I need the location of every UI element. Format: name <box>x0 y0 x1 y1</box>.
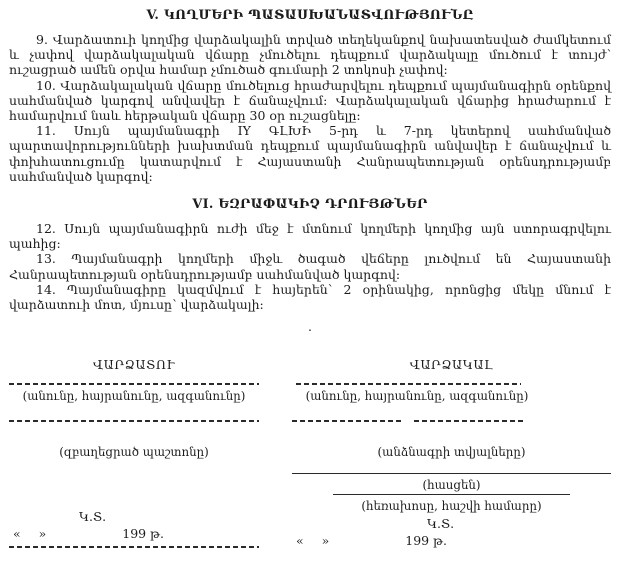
lessor-date-quotes: « » <box>13 526 47 542</box>
clause-13: 13. Պայմանագրի կողմերի միջև ծագած վեճերը լուծվում են Հայաստանի Հանրապետության օրենսդրությամբ սահմանված կարգով: <box>9 251 611 282</box>
lessee-passport-line-1 <box>292 420 404 422</box>
lessee-date-year: 199 թ. <box>405 533 447 549</box>
lessee-name-line <box>296 383 521 385</box>
lessor-bottom-line <box>9 546 259 548</box>
lessee-seal-mark: Կ.Տ. <box>427 516 455 532</box>
clause-14: 14. Պայմանագիրը կազմվում է հայերեն՝ 2 օրինակից, որոնցից մեկը մնում է վարձատուի մոտ, մյուսը՝ վարձակալի: <box>9 281 611 313</box>
lessee-address-line <box>292 473 611 474</box>
lessee-name-caption: (անունը, հայրանունը, ազգանունը) <box>305 389 529 404</box>
section-vi-heading: VI. ԵԶՐԱՓԱԿԻՉ ԴՐՈՒՅԹՆԵՐ <box>192 197 428 213</box>
lessor-date-row <box>9 526 259 541</box>
signature-section <box>9 357 611 548</box>
lessee-passport-caption: (անձնագրի տվյալները) <box>377 445 526 460</box>
lessee-date-quotes: « » <box>296 533 330 549</box>
lessee-passport-line-2 <box>414 420 526 422</box>
lessor-name-line <box>9 383 259 385</box>
lessee-date-row <box>292 533 611 548</box>
stray-dot: . <box>308 319 312 335</box>
lessor-position-line <box>9 420 259 422</box>
lessee-address-caption: (հասցեն) <box>422 478 481 493</box>
clause-11: 11. Սույն պայմանագրի IY ԳԼԽԻ 5-րդ և 7-րդ կետերով սահմանված պարտավորությունների խախտման դեպքում պայմանագիրն անվավեր է ճանաչվում և փոխհատուցումը կատարվում է Հայաստանի Հանրապետության օրենսդրությամբ սահմանված կարգով: <box>9 123 611 184</box>
clause-9: 9. Վարձատուի կողմից վարձակալին տրված տեղեկանքով նախատեսված ժամկետում և չափով վարձակալական վճարը չմուծելու դեպքում վարձակալը մուծում է տույժ՝ ուշացրած ամեն օրվա համար չմուծած գումարի 2 տոկոսի չափով: <box>9 32 611 78</box>
lessee-title: ՎԱՐՁԱԿԱԼ <box>409 357 494 373</box>
lessor-position-caption: (զբաղեցրած պաշտոնը) <box>59 445 209 460</box>
section-v-heading: V. ԿՈՂՄԵՐԻ ՊԱՏԱՍԽԱՆԱՏՎՈՒԹՅՈՒՆԸ <box>146 8 474 23</box>
lessee-signature-block <box>292 357 611 548</box>
lessee-phone-caption: (հեռախոսը, հաշվի համարը) <box>361 499 542 514</box>
lessor-name-caption: (անունը, հայրանունը, ազգանունը) <box>22 389 246 404</box>
lessor-title: ՎԱՐՁԱՏՈՒ <box>93 357 175 373</box>
lessee-phone-line <box>333 494 569 495</box>
clause-12: 12. Սույն պայմանագիրն ուժի մեջ է մտնում կողմերի կողմից այն ստորագրվելու պահից: <box>9 221 611 252</box>
lessee-passport-lines <box>292 420 526 422</box>
clause-10: 10. Վարձակալական վճարը մուծելուց հրաժարվելու դեպքում պայմանագիրն օրենքով սահմանված կարգով անվավեր է ճանաչվում: Վարձակալական վճարից հրաժարում է համարվում նաև հերթական վճարը 30 օր ուշացնելը: <box>9 77 611 124</box>
lessor-date-year: 199 թ. <box>122 526 164 542</box>
lessor-signature-block <box>9 357 259 548</box>
lessor-seal-mark: Կ.Տ. <box>79 509 107 525</box>
